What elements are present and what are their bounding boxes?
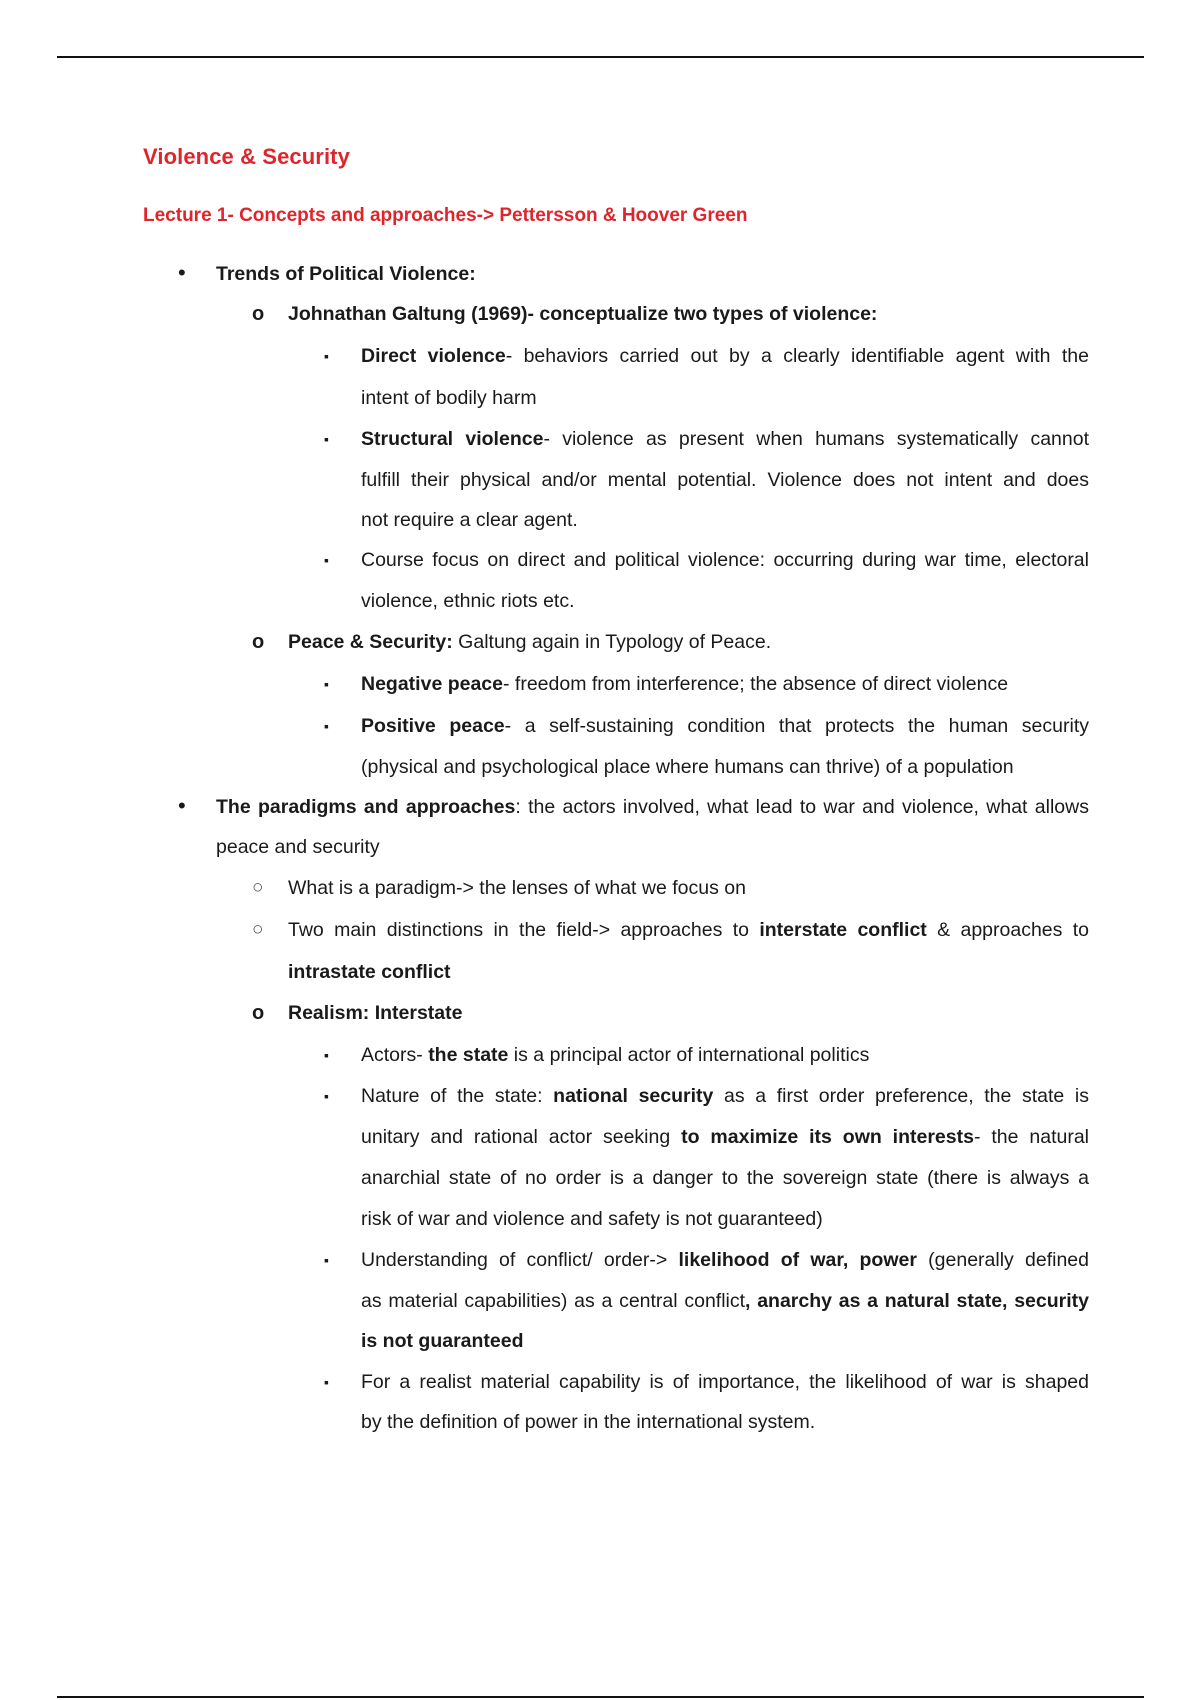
bullet-disc-icon: • <box>178 260 186 285</box>
list-item-continuation: risk of war and violence and safety is not guaranteed) <box>361 1208 823 1230</box>
list-item: The paradigms and approaches: the actors involved, what lead to war and violence, what allows <box>216 796 1089 818</box>
list-item: Trends of Political Violence: <box>216 263 476 285</box>
bullet-square-icon: ▪ <box>324 348 329 364</box>
list-item: Actors- the state is a principal actor of international politics <box>361 1044 870 1066</box>
list-item: Negative peace- freedom from interference; the absence of direct violence <box>361 673 1009 695</box>
list-item: Direct violence- behaviors carried out by a clearly identifiable agent with the <box>361 345 1089 367</box>
list-item: Realism: Interstate <box>288 1002 463 1024</box>
lecture-heading: Lecture 1- Concepts and approaches-> Pettersson & Hoover Green <box>143 205 748 226</box>
list-item: Johnathan Galtung (1969)- conceptualize two types of violence: <box>288 303 878 325</box>
list-item-continuation: by the definition of power in the international system. <box>361 1411 816 1433</box>
bullet-square-icon: ▪ <box>324 431 329 447</box>
bullet-circle-icon: ○ <box>252 877 264 898</box>
list-item: Structural violence- violence as present when humans systematically cannot <box>361 428 1090 450</box>
bullet-square-icon: ▪ <box>324 718 329 734</box>
list-item-continuation: anarchial state of no order is a danger to the sovereign state (there is always a <box>361 1167 1089 1189</box>
list-item-continuation: is not guaranteed <box>361 1330 524 1352</box>
bullet-circle-icon: o <box>252 1002 265 1024</box>
list-item-continuation: peace and security <box>216 836 380 858</box>
list-item-continuation: unitary and rational actor seeking to maximize its own interests- the natural <box>361 1126 1090 1148</box>
list-item-continuation: fulfill their physical and/or mental potential. Violence does not intent and does <box>361 469 1089 491</box>
list-item-continuation: (physical and psychological place where humans can thrive) of a population <box>361 756 1014 778</box>
header-rule <box>57 56 1144 58</box>
list-item: Peace & Security: Galtung again in Typology of Peace. <box>288 631 772 653</box>
list-item-continuation: violence, ethnic riots etc. <box>361 590 575 612</box>
bullet-disc-icon: • <box>178 793 186 818</box>
bullet-square-icon: ▪ <box>324 1088 329 1104</box>
list-item: What is a paradigm-> the lenses of what we focus on <box>288 877 746 899</box>
list-item-continuation: as material capabilities) as a central conflict, anarchy as a natural state, security <box>361 1290 1089 1312</box>
document-title: Violence & Security <box>143 144 350 169</box>
list-item: Nature of the state: national security as a first order preference, the state is <box>361 1085 1090 1107</box>
bullet-square-icon: ▪ <box>324 676 329 692</box>
list-item-continuation: intrastate conflict <box>288 961 451 983</box>
bullet-square-icon: ▪ <box>324 1374 329 1390</box>
list-item-continuation: not require a clear agent. <box>361 509 578 531</box>
footer-rule <box>57 1696 1144 1698</box>
bullet-square-icon: ▪ <box>324 1047 329 1063</box>
bullet-circle-icon: ○ <box>252 919 264 940</box>
list-item: Course focus on direct and political violence: occurring during war time, electoral <box>361 549 1089 571</box>
bullet-square-icon: ▪ <box>324 1252 329 1268</box>
list-item-continuation: intent of bodily harm <box>361 387 537 409</box>
bullet-square-icon: ▪ <box>324 552 329 568</box>
list-item: Understanding of conflict/ order-> likelihood of war, power (generally defined <box>361 1249 1089 1271</box>
bullet-circle-icon: o <box>252 303 265 325</box>
list-item: Two main distinctions in the field-> approaches to interstate conflict & approaches to <box>288 919 1089 941</box>
list-item: Positive peace- a self-sustaining condition that protects the human security <box>361 715 1089 737</box>
bullet-circle-icon: o <box>252 631 265 653</box>
list-item: For a realist material capability is of importance, the likelihood of war is shaped <box>361 1371 1089 1393</box>
